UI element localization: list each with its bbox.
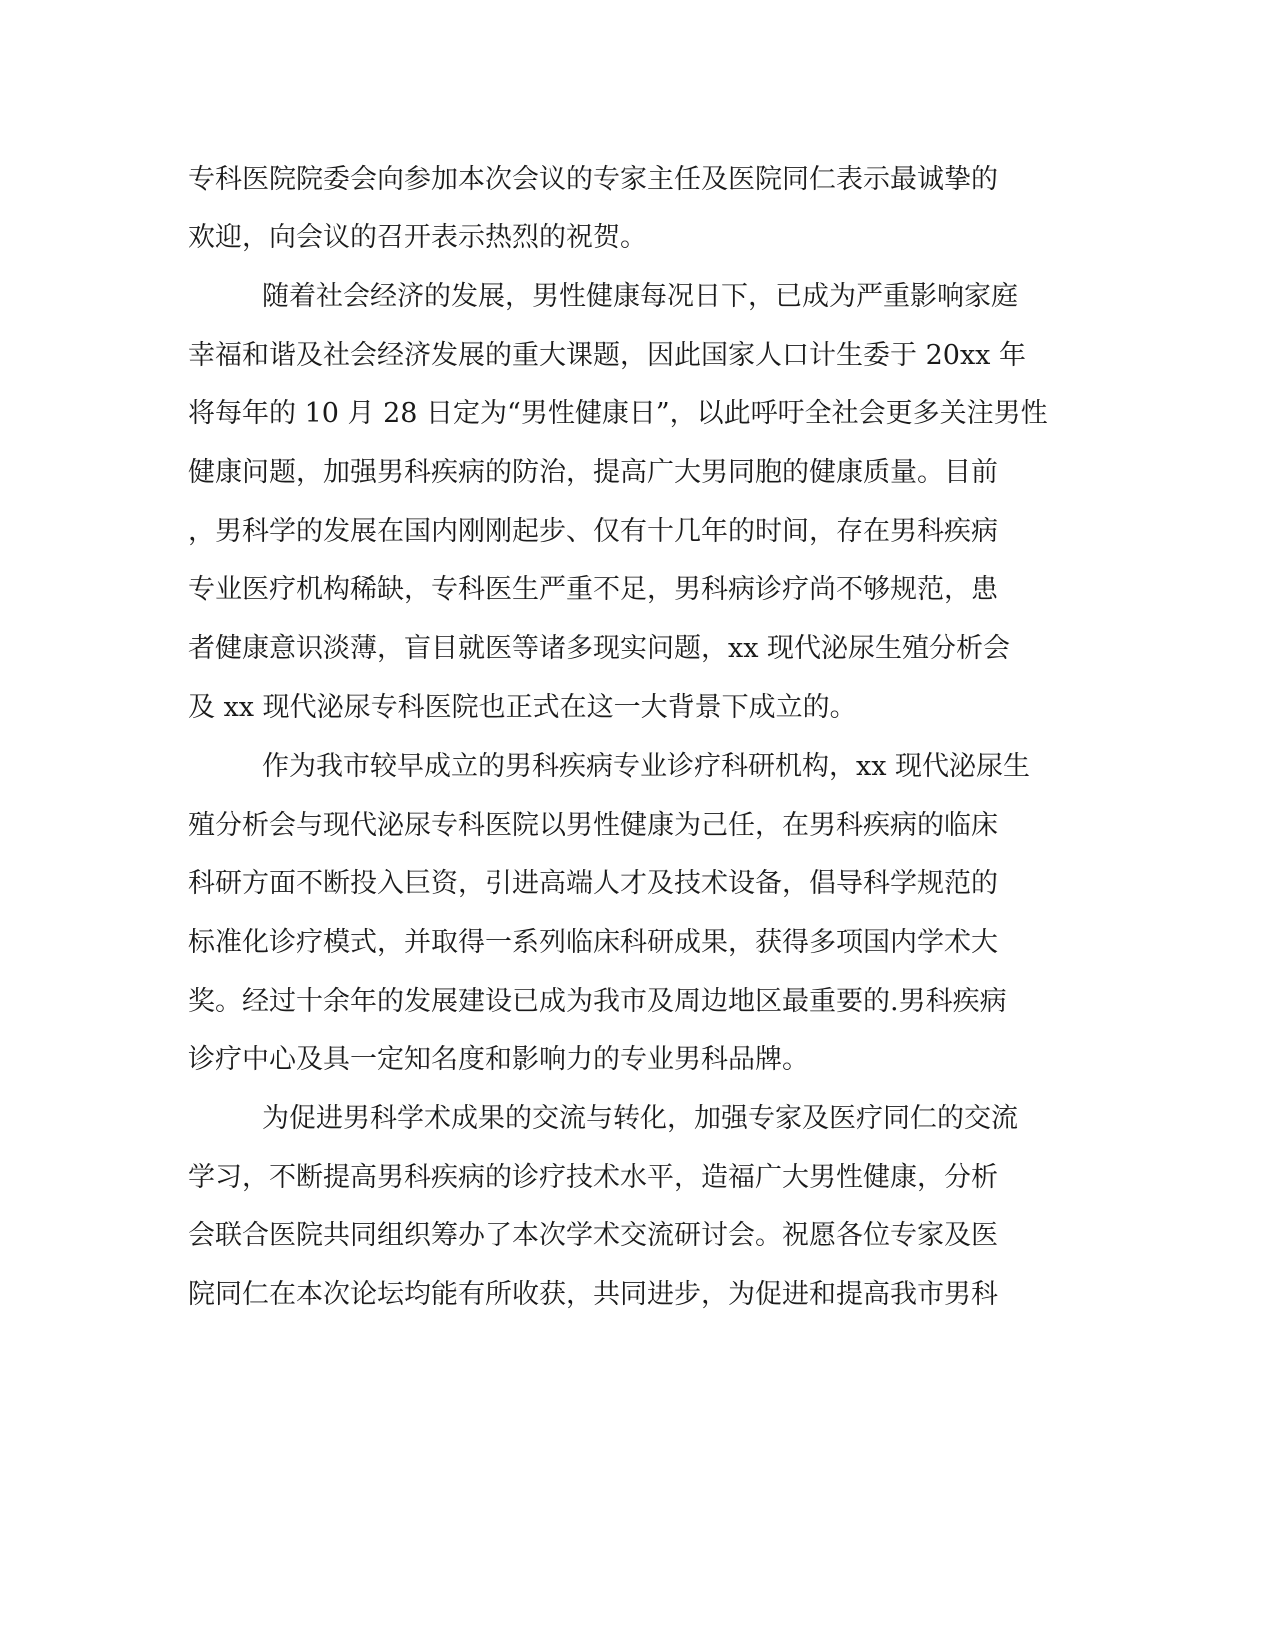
text-line: 学习，不断提高男科疾病的诊疗技术水平，造福广大男性健康，分析	[188, 1162, 998, 1193]
text-line: 专业医疗机构稀缺，专科医生严重不足，男科病诊疗尚不够规范，患	[188, 574, 998, 605]
text-line: 科研方面不断投入巨资，引进高端人才及技术设备，倡导科学规范的	[188, 868, 998, 899]
text-line: 为促进男科学术成果的交流与转化，加强专家及医疗同仁的交流	[262, 1103, 1018, 1134]
text-line: 随着社会经济的发展，男性健康每况日下，已成为严重影响家庭	[262, 281, 1018, 312]
text-line: 奖。经过十余年的发展建设已成为我市及周边地区最重要的.男科疾病	[188, 986, 1007, 1017]
text-line: 幸福和谐及社会经济发展的重大课题，因此国家人口计生委于 20xx 年	[188, 340, 1026, 371]
text-line: 标准化诊疗模式，并取得一系列临床科研成果，获得多项国内学术大	[188, 927, 998, 958]
text-line: 欢迎，向会议的召开表示热烈的祝贺。	[188, 222, 647, 253]
text-line: ，男科学的发展在国内刚刚起步、仅有十几年的时间，存在男科疾病	[188, 516, 998, 547]
text-line: 诊疗中心及具一定知名度和影响力的专业男科品牌。	[188, 1044, 809, 1075]
text-line: 专科医院院委会向参加本次会议的专家主任及医院同仁表示最诚挚的	[188, 164, 998, 195]
text-line: 院同仁在本次论坛均能有所收获，共同进步，为促进和提高我市男科	[188, 1279, 998, 1310]
text-line: 作为我市较早成立的男科疾病专业诊疗科研机构，xx 现代泌尿生	[262, 751, 1031, 782]
text-line: 会联合医院共同组织筹办了本次学术交流研讨会。祝愿各位专家及医	[188, 1220, 998, 1251]
text-line: 殖分析会与现代泌尿专科医院以男性健康为己任，在男科疾病的临床	[188, 810, 998, 841]
text-line: 健康问题，加强男科疾病的防治，提高广大男同胞的健康质量。目前	[188, 457, 998, 488]
text-line: 将每年的 10 月 28 日定为“男性健康日”，以此呼吁全社会更多关注男性	[188, 398, 1048, 429]
text-line: 者健康意识淡薄，盲目就医等诸多现实问题，xx 现代泌尿生殖分析会	[188, 633, 1011, 664]
text-line: 及 xx 现代泌尿专科医院也正式在这一大背景下成立的。	[188, 692, 857, 723]
